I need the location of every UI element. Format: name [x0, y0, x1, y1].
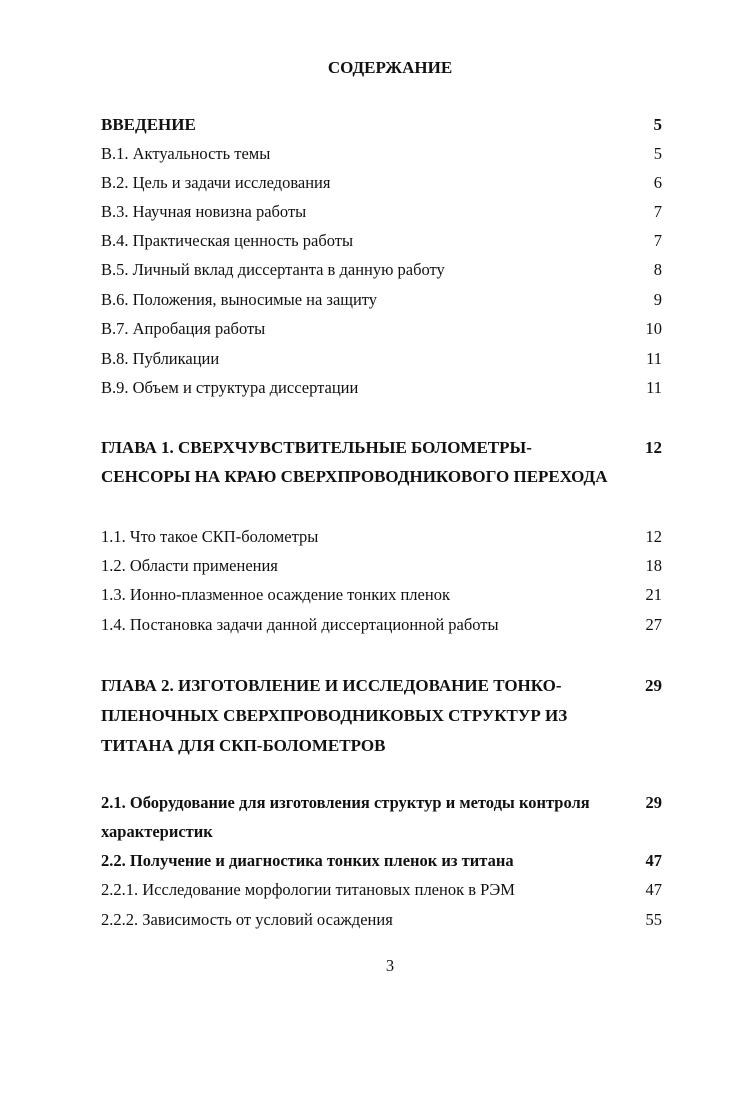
toc-entry [101, 792, 662, 814]
toc-entry [101, 584, 662, 606]
toc-entry [101, 172, 662, 194]
toc-entry-text: В.8. Публикации [101, 349, 220, 368]
toc-entry-text: В.2. Цель и задачи исследования [101, 173, 331, 192]
toc-entry-page: 18 [645, 556, 662, 575]
toc-entry [101, 114, 662, 136]
toc-entry-page: 5 [653, 144, 662, 163]
toc-entry-page: 27 [645, 615, 662, 634]
toc-entry [101, 377, 662, 399]
toc-chapter-cont [101, 705, 662, 727]
page-number: 3 [385, 956, 395, 975]
toc-chapter-cont [101, 735, 662, 757]
toc-entry-text: 1.3. Ионно-плазменное осаждение тонких пленок [101, 585, 450, 604]
toc-entry-cont [101, 821, 662, 843]
toc-entry [101, 614, 662, 636]
toc-entry-page: 8 [653, 260, 662, 279]
toc-entry-page: 11 [646, 378, 662, 397]
toc-entry-text: В.9. Объем и структура диссертации [101, 378, 359, 397]
toc-entry-page: 29 [645, 793, 662, 812]
toc-entry-page: 12 [645, 527, 662, 546]
toc-entry-text: ГЛАВА 2. ИЗГОТОВЛЕНИЕ И ИССЛЕДОВАНИЕ ТОНКО- [101, 676, 562, 695]
toc-entry-text: 2.2.1. Исследование морфологии титановых пленок в РЭМ [101, 880, 515, 899]
toc-entry-text: В.3. Научная новизна работы [101, 202, 307, 221]
toc-entry-page: 10 [645, 319, 662, 338]
toc-entry [101, 259, 662, 281]
toc-entry-text: ПЛЕНОЧНЫХ СВЕРХПРОВОДНИКОВЫХ СТРУКТУР ИЗ [101, 706, 568, 725]
toc-entry-text: ТИТАНА ДЛЯ СКП-БОЛОМЕТРОВ [101, 736, 386, 755]
toc-entry-text: В.6. Положения, выносимые на защиту [101, 290, 378, 309]
toc-entry [101, 348, 662, 370]
toc-entry-page: 47 [645, 880, 662, 899]
toc-entry [101, 289, 662, 311]
toc-entry-text: В.4. Практическая ценность работы [101, 231, 354, 250]
toc-entry-page: 7 [653, 202, 662, 221]
toc-entry-page: 6 [653, 173, 662, 192]
toc-chapter-cont [101, 466, 662, 488]
toc-entry-text: ВВЕДЕНИЕ [101, 115, 196, 134]
toc-entry [101, 879, 662, 901]
toc-entry-text: 2.1. Оборудование для изготовления структур и методы контроля [101, 793, 590, 812]
toc-entry-text: В.1. Актуальность темы [101, 144, 271, 163]
toc-entry-page: 21 [645, 585, 662, 604]
toc-entry-text: 1.1. Что такое СКП-болометры [101, 527, 319, 546]
toc-entry-page: 5 [653, 115, 662, 134]
toc-entry-page: 12 [645, 438, 662, 457]
toc-entry-text: характеристик [101, 822, 213, 841]
toc-chapter [101, 437, 662, 459]
toc-entry-page: 47 [645, 851, 662, 870]
toc-entry-text: В.5. Личный вклад диссертанта в данную работу [101, 260, 445, 279]
toc-entry-text: 2.2.2. Зависимость от условий осаждения [101, 910, 393, 929]
toc-entry-text: 1.2. Области применения [101, 556, 278, 575]
toc-entry [101, 143, 662, 165]
toc-entry [101, 909, 662, 931]
toc-entry [101, 526, 662, 548]
toc-entry [101, 230, 662, 252]
toc-entry [101, 850, 662, 872]
toc-entry-text: СЕНСОРЫ НА КРАЮ СВЕРХПРОВОДНИКОВОГО ПЕРЕХОДА [101, 467, 608, 486]
toc-entry [101, 318, 662, 340]
toc-entry-text: 1.4. Постановка задачи данной диссертационной работы [101, 615, 499, 634]
toc-entry-text: В.7. Апробация работы [101, 319, 266, 338]
toc-entry-page: 9 [653, 290, 662, 309]
toc-entry-page: 55 [645, 910, 662, 929]
toc-entry-page: 29 [645, 676, 662, 695]
toc-entry [101, 555, 662, 577]
toc-entry-page: 7 [653, 231, 662, 250]
toc-entry-text: ГЛАВА 1. СВЕРХЧУВСТВИТЕЛЬНЫЕ БОЛОМЕТРЫ- [101, 438, 532, 457]
toc-entry-text: 2.2. Получение и диагностика тонких пленок из титана [101, 851, 514, 870]
toc-entry [101, 201, 662, 223]
toc-chapter [101, 675, 662, 697]
page-title: СОДЕРЖАНИЕ [327, 58, 453, 77]
toc-entry-page: 11 [646, 349, 662, 368]
